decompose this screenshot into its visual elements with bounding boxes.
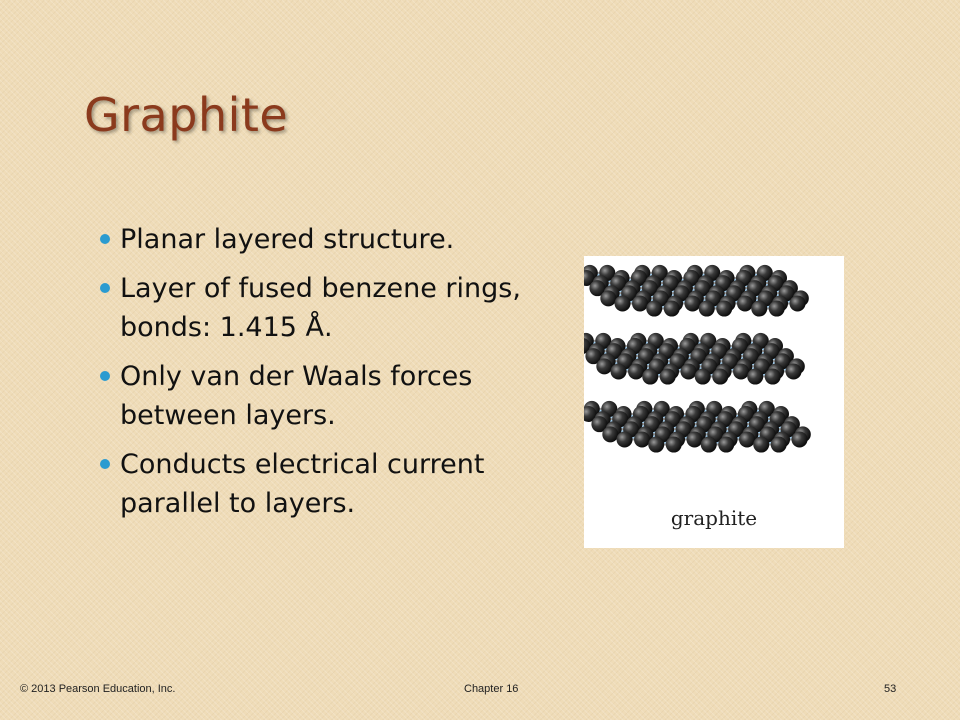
carbon-atom — [747, 369, 763, 385]
slide-title: Graphite — [84, 88, 289, 142]
carbon-atom — [753, 437, 769, 453]
carbon-atom — [660, 369, 676, 385]
carbon-atom — [792, 431, 808, 447]
graphite-structure-figure — [584, 256, 844, 548]
carbon-atom — [615, 295, 631, 311]
carbon-atom — [769, 301, 785, 317]
carbon-atom — [664, 301, 680, 317]
bullet-list — [100, 220, 540, 533]
carbon-atom — [786, 363, 802, 379]
carbon-atom — [646, 301, 662, 317]
bullet-dot-icon — [100, 459, 110, 469]
carbon-atom — [701, 437, 717, 453]
carbon-atom — [642, 369, 658, 385]
carbon-atom — [681, 363, 697, 379]
carbon-atom — [712, 369, 728, 385]
graphite-layer — [584, 401, 811, 453]
carbon-atom — [751, 301, 767, 317]
carbon-atom — [611, 363, 627, 379]
carbon-atom — [634, 431, 650, 447]
page-number: 53 — [884, 683, 897, 695]
bullet-text: Conducts electrical current parallel to layers. — [120, 449, 485, 519]
graphite-layer — [584, 265, 809, 317]
carbon-atom — [596, 358, 612, 374]
carbon-atom — [739, 431, 755, 447]
carbon-atom — [687, 431, 703, 447]
bullet-text: Planar layered structure. — [120, 224, 455, 255]
bullet-item — [100, 220, 540, 259]
bullet-item — [100, 357, 540, 435]
carbon-atom — [718, 437, 734, 453]
carbon-atom — [617, 431, 633, 447]
carbon-atom — [695, 369, 711, 385]
carbon-atom — [699, 301, 715, 317]
bullet-text: Only van der Waals forces between layers. — [120, 361, 473, 431]
bullet-dot-icon — [100, 283, 110, 293]
carbon-atom — [648, 437, 664, 453]
carbon-atom — [685, 295, 701, 311]
carbon-atom — [716, 301, 732, 317]
carbon-atom — [602, 426, 618, 442]
carbon-atom — [737, 295, 753, 311]
bullet-item — [100, 445, 540, 523]
carbon-atom — [666, 437, 682, 453]
figure-caption: graphite — [670, 506, 758, 530]
bullet-dot-icon — [100, 234, 110, 244]
copyright-text: © 2013 Pearson Education, Inc. — [20, 683, 176, 695]
carbon-atom — [600, 290, 616, 306]
carbon-atom — [790, 295, 806, 311]
bullet-text: Layer of fused benzene rings, bonds: 1.415 Å. — [120, 273, 521, 343]
graphite-layer — [584, 333, 805, 385]
chapter-label: Chapter 16 — [464, 683, 519, 695]
graphite-layers-illustration — [584, 256, 844, 496]
carbon-atom — [765, 369, 781, 385]
carbon-atom — [771, 437, 787, 453]
carbon-atom — [628, 363, 644, 379]
bullet-item — [100, 269, 540, 347]
carbon-atom — [632, 295, 648, 311]
bullet-dot-icon — [100, 371, 110, 381]
carbon-atom — [733, 363, 749, 379]
